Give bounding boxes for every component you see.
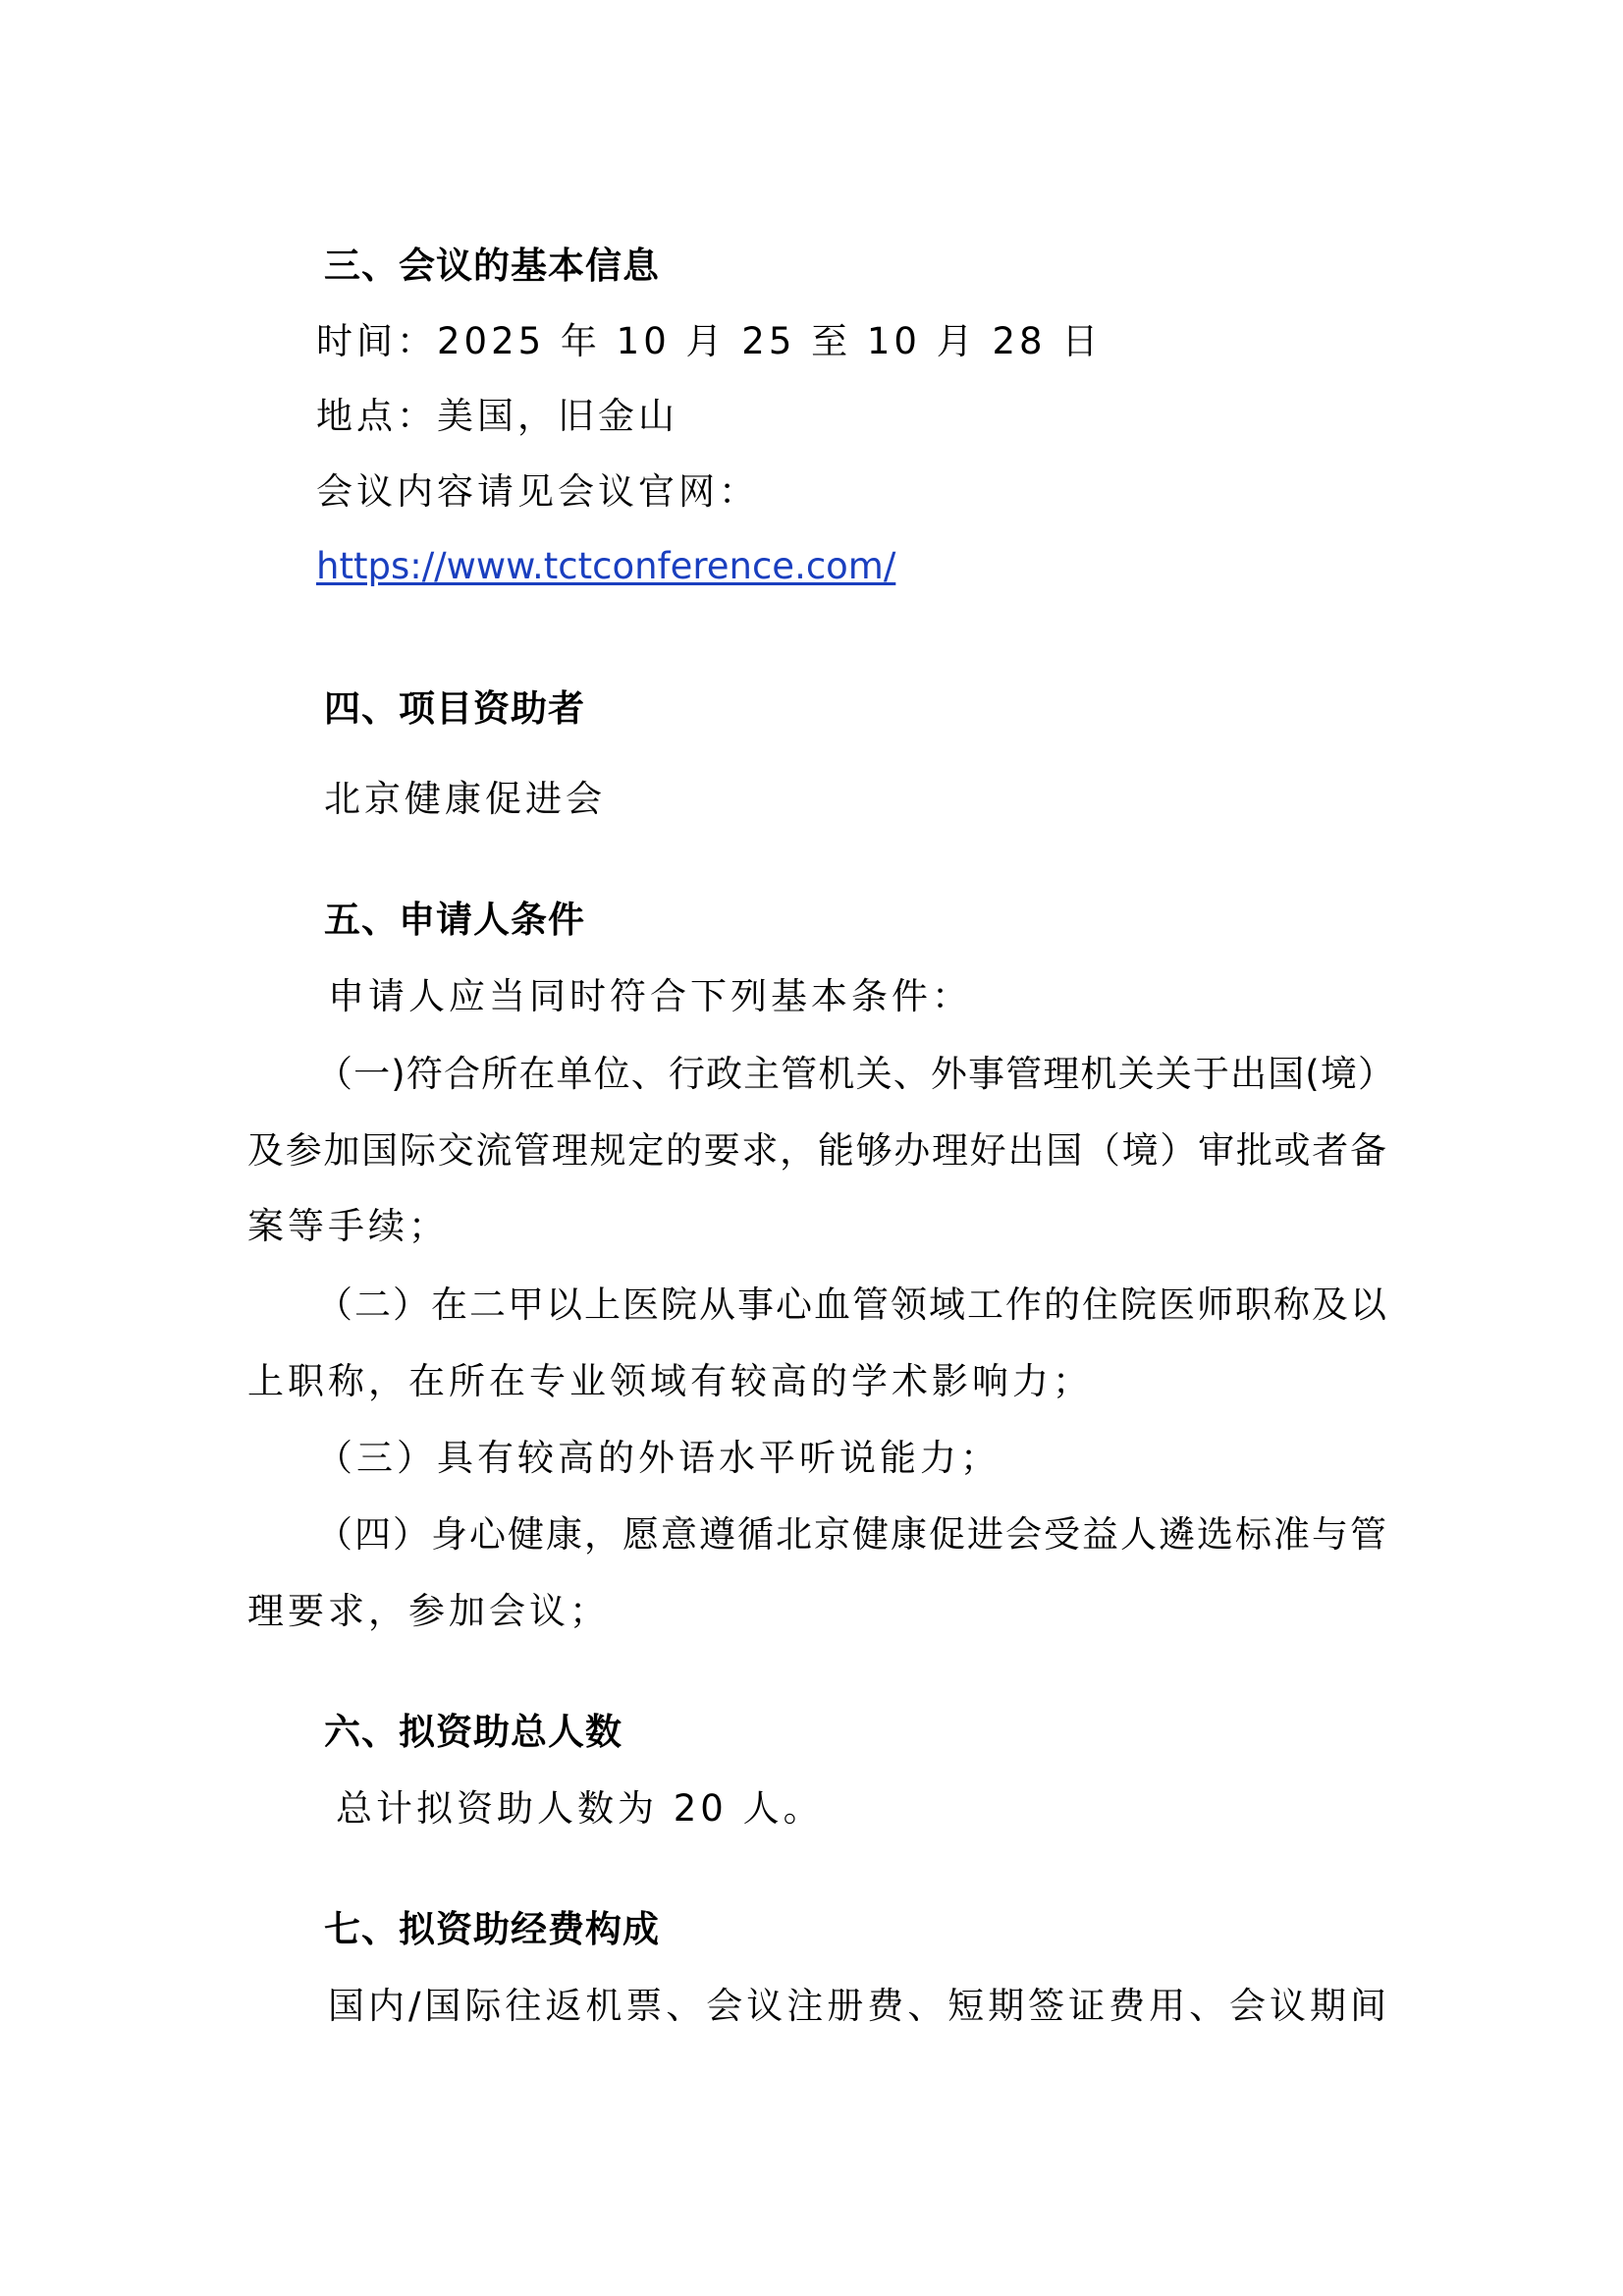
- section-7-heading: 七、拟资助经费构成: [324, 1908, 660, 1950]
- conference-website-link[interactable]: https://www.tctconference.com/: [316, 545, 896, 587]
- condition-4-line-2: 理要求，参加会议；: [247, 1590, 610, 1632]
- condition-3: （三）具有较高的外语水平听说能力；: [316, 1437, 1001, 1479]
- meeting-place: 地点：美国，旧金山: [316, 395, 678, 437]
- condition-2-line-2: 上职称，在所在专业领域有较高的学术影响力；: [247, 1360, 1093, 1402]
- condition-2-line-1: （二）在二甲以上医院从事心血管领域工作的住院医师职称及以: [316, 1284, 1386, 1326]
- section-3-heading: 三、会议的基本信息: [324, 245, 660, 287]
- condition-1-line-2: 及参加国际交流管理规定的要求，能够办理好出国（境）审批或者备: [247, 1129, 1386, 1172]
- condition-1-line-1: （一)符合所在单位、行政主管机关、外事管理机关关于出国(境）: [316, 1053, 1394, 1095]
- conditions-intro: 申请人应当同时符合下列基本条件：: [328, 975, 972, 1017]
- section-4-heading: 四、项目资助者: [324, 687, 585, 730]
- funding-composition-text: 国内/国际往返机票、会议注册费、短期签证费用、会议期间: [328, 1985, 1386, 2027]
- condition-4-line-1: （四）身心健康，愿意遵循北京健康促进会受益人遴选标准与管: [316, 1513, 1386, 1556]
- sponsor-name: 北京健康促进会: [324, 778, 606, 820]
- total-funded-count: 总计拟资助人数为 20 人。: [336, 1787, 824, 1830]
- meeting-time: 时间：2025 年 10 月 25 至 10 月 28 日: [316, 320, 1103, 362]
- condition-1-line-3: 案等手续；: [247, 1205, 449, 1247]
- section-6-heading: 六、拟资助总人数: [324, 1711, 622, 1753]
- meeting-content-label: 会议内容请见会议官网：: [316, 470, 759, 513]
- section-5-heading: 五、申请人条件: [324, 899, 585, 941]
